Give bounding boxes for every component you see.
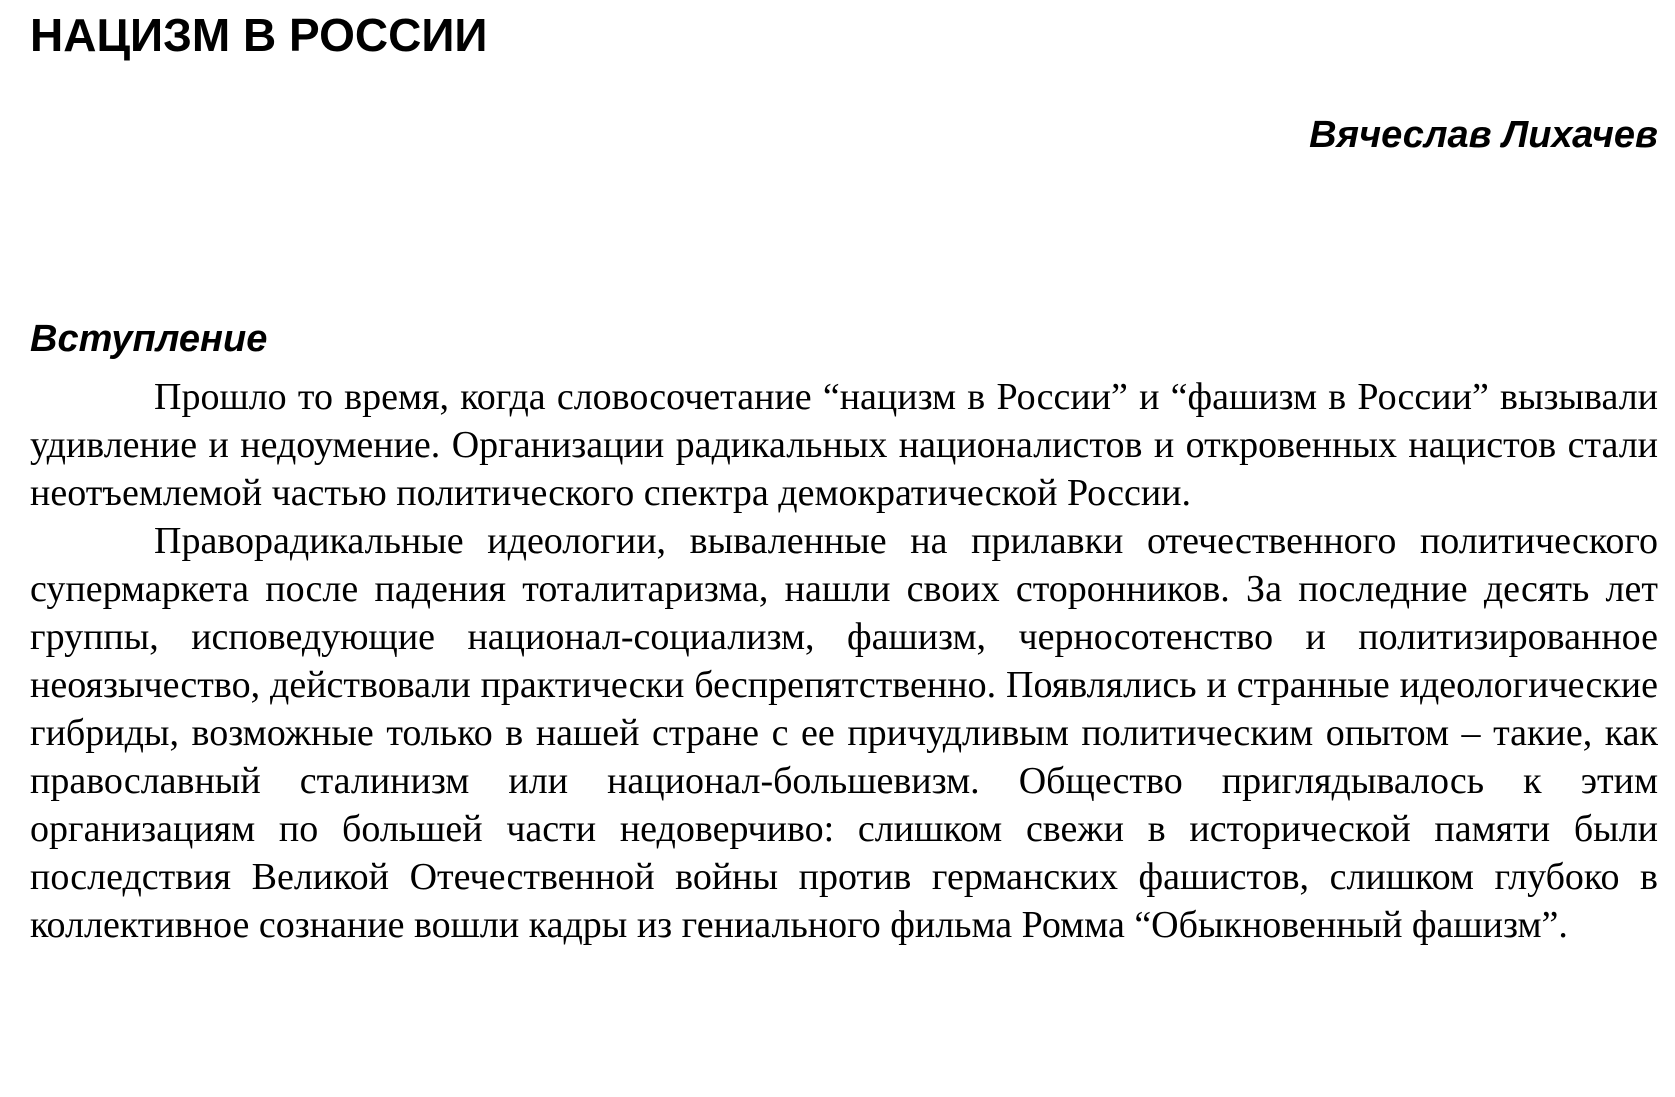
author-name: Вячеслав Лихачев (1309, 114, 1658, 156)
paragraph: Прошло то время, когда словосочетание “нацизм в России” и “фашизм в России” вызывали удивление и недоумение. Организации радикальных националистов и откровенных нацистов стали неотъемлемой частью политического спектра демократической России. (30, 376, 1658, 514)
paragraph: Праворадикальные идеологии, вываленные на прилавки отечественного политического супермаркета после падения тоталитаризма, нашли своих сторонников. За последние десять лет группы, исповедующие национал-социализм, фашизм, черносотенство и политизированное неоязычество, действовали практически беспрепятственно. Появлялись и странные идеологические гибриды, возможные только в нашей стране с ее причудливым политическим опытом – такие, как православный сталинизм или национал-большевизм. Общество приглядывалось к этим организациям по большей части недоверчиво: слишком свежи в исторической памяти были последствия Великой Отечественной войны против германских фашистов, слишком глубоко в коллективное сознание вошли кадры из гениального фильма Ромма “Обыкновенный фашизм”. (30, 520, 1658, 946)
section-heading: Вступление (30, 318, 268, 360)
document-title: НАЦИЗМ В РОССИИ (30, 9, 488, 61)
document-body (30, 373, 1658, 949)
